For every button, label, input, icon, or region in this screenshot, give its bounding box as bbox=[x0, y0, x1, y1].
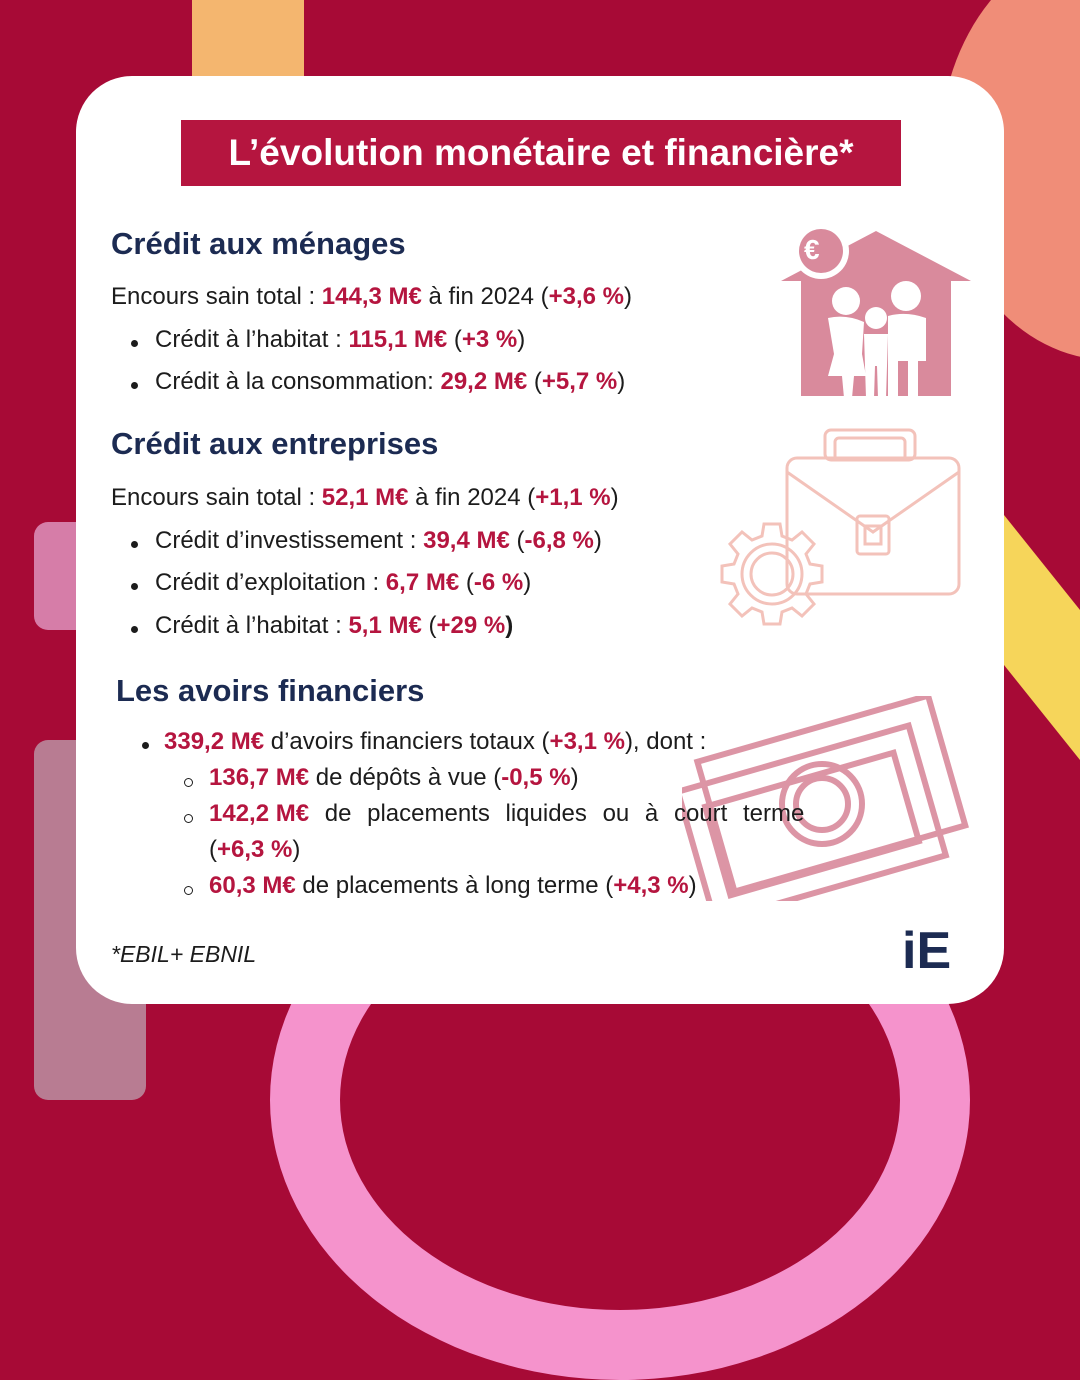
avoirs-end: ), dont : bbox=[624, 728, 707, 755]
section-heading-avoirs: Les avoirs financiers bbox=[116, 673, 425, 708]
deco-yellow-chevron bbox=[1000, 510, 1080, 760]
item-change: -6,8 % bbox=[524, 527, 594, 554]
gear-icon bbox=[712, 520, 832, 640]
sub-value: 142,2 M€ bbox=[209, 800, 310, 827]
banknotes-icon bbox=[682, 696, 982, 901]
sub-text: de placements liquides ou à court terme bbox=[309, 800, 805, 827]
sub-change: +4,3 % bbox=[613, 872, 689, 899]
sub-list-item bbox=[209, 764, 579, 792]
item-close: ) bbox=[517, 326, 526, 353]
sub-list-item bbox=[209, 872, 697, 900]
sub-text: de placements à long terme ( bbox=[295, 872, 614, 899]
list-item bbox=[155, 326, 525, 354]
total-end: ) bbox=[624, 283, 632, 310]
list-item bbox=[155, 527, 602, 555]
item-value: 115,1 M€ bbox=[348, 326, 448, 353]
total-value: 144,3 M€ bbox=[321, 283, 422, 310]
item-label: Crédit à l’habitat : bbox=[155, 326, 349, 353]
menages-total-line bbox=[111, 283, 632, 311]
item-close: ) bbox=[505, 612, 514, 639]
item-open: ( bbox=[459, 569, 474, 596]
sub-value: 136,7 M€ bbox=[209, 764, 310, 791]
page-title: L’évolution monétaire et financière* bbox=[181, 120, 901, 186]
section-heading-entreprises: Crédit aux entreprises bbox=[111, 426, 439, 461]
item-close: ) bbox=[617, 368, 626, 395]
item-value: 39,4 M€ bbox=[423, 527, 510, 554]
item-change: +3 % bbox=[461, 326, 518, 353]
bullet-icon bbox=[131, 583, 138, 590]
avoirs-change: +3,1 % bbox=[549, 728, 625, 755]
bullet-icon bbox=[131, 340, 138, 347]
sub-bullet-icon bbox=[184, 814, 193, 823]
avoirs-text: d’avoirs financiers totaux ( bbox=[264, 728, 550, 755]
bullet-icon bbox=[131, 626, 138, 633]
entreprises-total-line bbox=[111, 484, 619, 512]
item-label: Crédit d’exploitation : bbox=[155, 569, 386, 596]
avoirs-value: 339,2 M€ bbox=[164, 728, 265, 755]
sub-bullet-icon bbox=[184, 778, 193, 787]
list-item bbox=[155, 368, 625, 396]
bullet-icon bbox=[131, 541, 138, 548]
item-change: +5,7 % bbox=[541, 368, 618, 395]
total-mid: à fin 2024 ( bbox=[408, 484, 536, 511]
item-open: ( bbox=[527, 368, 542, 395]
item-close: ) bbox=[593, 527, 602, 554]
sub-close: ) bbox=[292, 836, 301, 863]
footnote: *EBIL+ EBNIL bbox=[111, 941, 257, 967]
sub-close: ) bbox=[570, 764, 579, 791]
sub-value: 60,3 M€ bbox=[209, 872, 296, 899]
sub-list-item-continued: (+6,3 %) bbox=[209, 836, 301, 863]
item-open: ( bbox=[509, 527, 525, 554]
list-item bbox=[155, 569, 531, 597]
item-label: Crédit à la consommation: bbox=[155, 368, 441, 395]
sub-text: de dépôts à vue ( bbox=[309, 764, 502, 791]
item-value: 5,1 M€ bbox=[348, 612, 422, 639]
logo-text: iE bbox=[902, 922, 952, 980]
item-open: ( bbox=[421, 612, 437, 639]
total-value: 52,1 M€ bbox=[321, 484, 409, 511]
total-change: +1,1 % bbox=[535, 484, 611, 511]
item-label: Crédit à l’habitat : bbox=[155, 612, 349, 639]
total-mid: à fin 2024 ( bbox=[421, 283, 549, 310]
total-label: Encours sain total : bbox=[111, 283, 322, 310]
item-change: +29 % bbox=[436, 612, 506, 639]
total-end: ) bbox=[610, 484, 619, 511]
total-label: Encours sain total : bbox=[111, 484, 322, 511]
list-item bbox=[155, 612, 513, 640]
sub-close: ) bbox=[688, 872, 697, 899]
sub-change: -0,5 % bbox=[501, 764, 571, 791]
bullet-icon bbox=[131, 382, 138, 389]
section-heading-menages: Crédit aux ménages bbox=[111, 226, 406, 261]
item-close: ) bbox=[523, 569, 532, 596]
item-label: Crédit d’investissement : bbox=[155, 527, 424, 554]
item-change: -6 % bbox=[473, 569, 524, 596]
sub-bullet-icon bbox=[184, 886, 193, 895]
total-change: +3,6 % bbox=[548, 283, 624, 310]
deco-orange-bar bbox=[192, 0, 304, 80]
avoirs-total-line bbox=[164, 728, 706, 756]
item-open: ( bbox=[447, 326, 462, 353]
info-card bbox=[76, 76, 1004, 1004]
item-value: 29,2 M€ bbox=[440, 368, 528, 395]
item-value: 6,7 M€ bbox=[385, 569, 460, 596]
brand-logo bbox=[902, 921, 951, 981]
bullet-icon bbox=[142, 742, 149, 749]
sub-list-item bbox=[209, 800, 804, 828]
sub-change: +6,3 % bbox=[217, 836, 293, 863]
euro-icon: € bbox=[804, 234, 820, 265]
